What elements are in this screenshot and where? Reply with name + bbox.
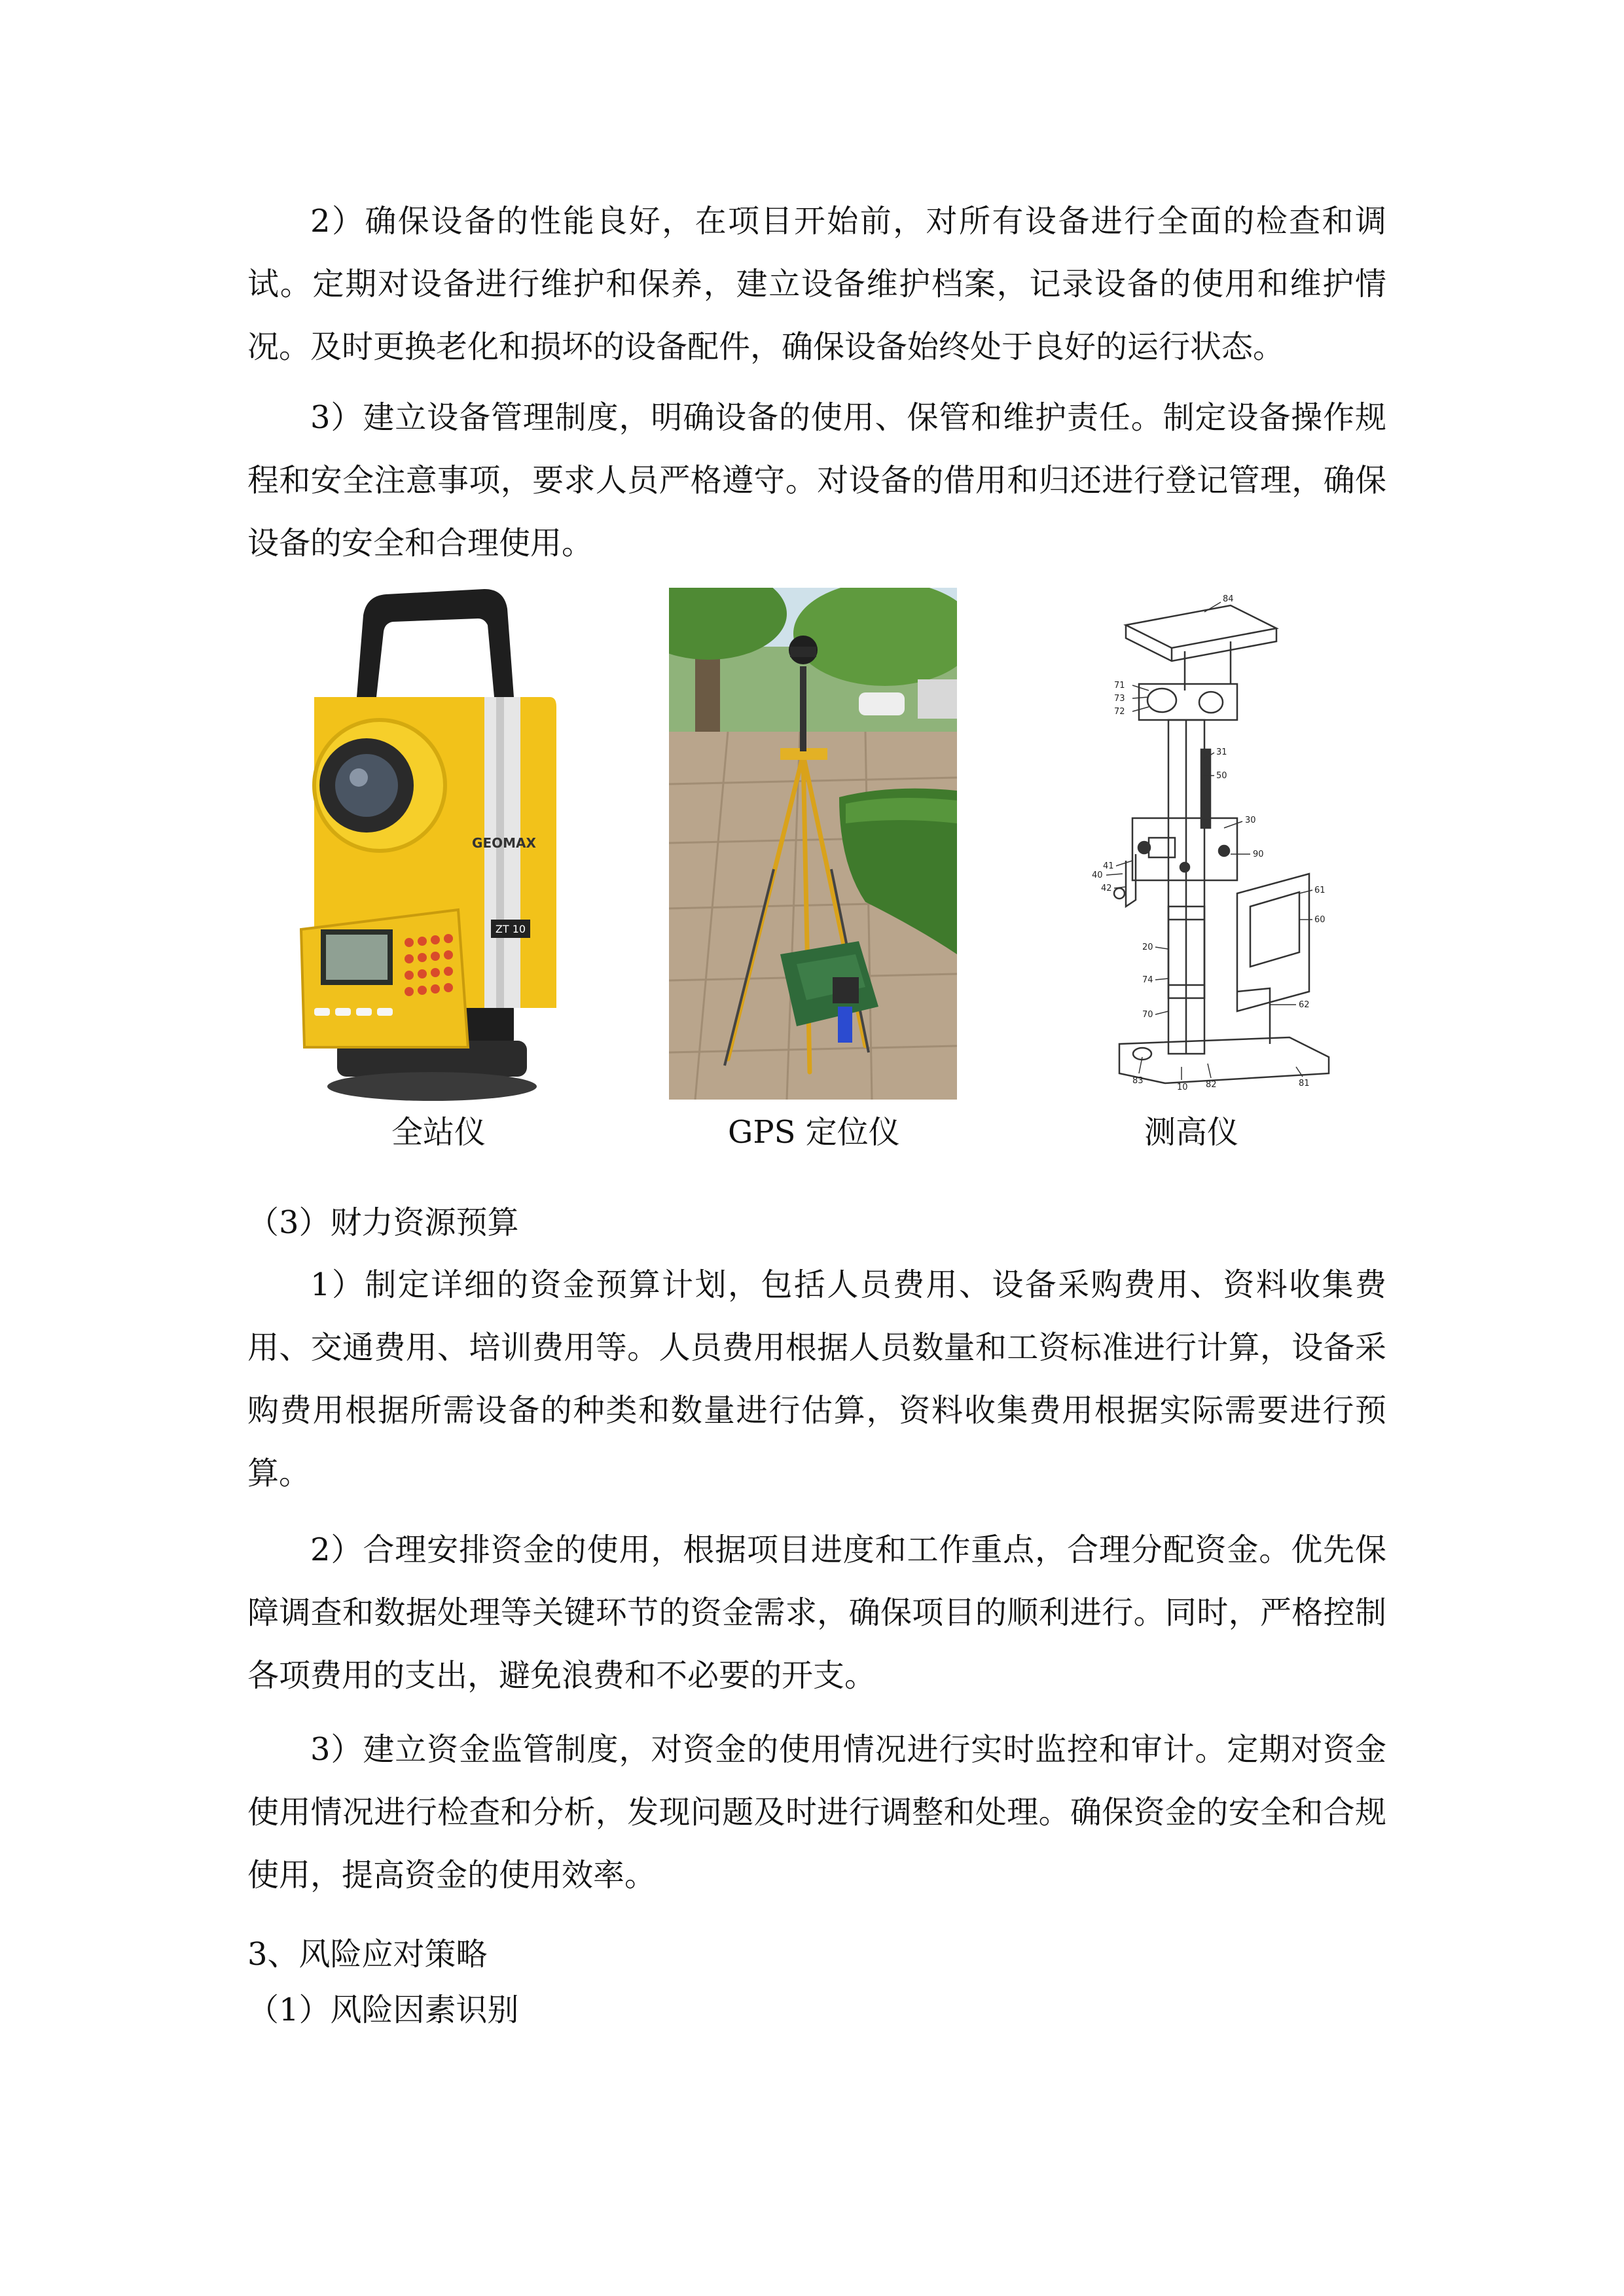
caption-total-station: 全站仪	[391, 1114, 486, 1151]
label-71: 71	[1114, 681, 1125, 691]
caption-height-gauge: 测高仪	[1144, 1114, 1238, 1151]
label-70: 70	[1142, 1010, 1153, 1020]
label-62: 62	[1299, 1000, 1310, 1010]
label-10: 10	[1177, 1083, 1188, 1092]
label-82: 82	[1206, 1080, 1217, 1090]
paragraph-fund-supervision: 3）建立资金监管制度，对资金的使用情况进行实时监控和审计。定期对资金使用情况进行检查和分析，发现问题及时进行调整和处理。确保资金的安全和合规使用，提高资金的使用效率。	[247, 1731, 1386, 1893]
subsection-heading-risk-identification: （1）风险因素识别	[247, 1992, 519, 2028]
label-83: 83	[1132, 1076, 1144, 1086]
paragraph-equipment-maintenance: 2）确保设备的性能良好，在项目开始前，对所有设备进行全面的检查和调试。定期对设备进行维护和保养，建立设备维护档案，记录设备的使用和维护情况。及时更换老化和损坏的设备配件，确保设备始终处于良好的运行状态。	[247, 203, 1386, 365]
total-station-image	[288, 589, 576, 1106]
label-90: 90	[1253, 850, 1264, 859]
height-gauge-drawing	[1034, 586, 1348, 1103]
label-20: 20	[1142, 942, 1153, 952]
label-41: 41	[1103, 861, 1114, 871]
caption-gps: GPS 定位仪	[728, 1114, 900, 1151]
label-60: 60	[1314, 915, 1326, 925]
label-61: 61	[1314, 886, 1326, 895]
label-81: 81	[1299, 1079, 1310, 1088]
paragraph-budget-plan: 1）制定详细的资金预算计划，包括人员费用、设备采购费用、资料收集费用、交通费用、培训费用等。人员费用根据人员数量和工资标准进行计算，设备采购费用根据所需设备的种类和数量进行估算，资料收集费用根据实际需要进行预算。	[247, 1266, 1386, 1492]
brand-label: GEOMAX	[472, 835, 536, 851]
gps-receiver-photo	[669, 588, 957, 1100]
label-73: 73	[1114, 694, 1125, 704]
label-31: 31	[1216, 747, 1227, 757]
label-40: 40	[1092, 870, 1103, 880]
paragraph-equipment-management: 3）建立设备管理制度，明确设备的使用、保管和维护责任。制定设备操作规程和安全注意事项，要求人员严格遵守。对设备的借用和归还进行登记管理，确保设备的安全和合理使用。	[247, 399, 1386, 562]
paragraph-fund-allocation: 2）合理安排资金的使用，根据项目进度和工作重点，合理分配资金。优先保障调查和数据处理等关键环节的资金需求，确保项目的顺利进行。同时，严格控制各项费用的支出，避免浪费和不必要的开支。	[247, 1532, 1386, 1694]
label-42: 42	[1101, 884, 1112, 893]
section-heading-risk-strategy: 3、风险应对策略	[247, 1936, 488, 1973]
label-30: 30	[1245, 816, 1256, 825]
section-heading-financial-budget: （3）财力资源预算	[247, 1204, 519, 1241]
model-label: ZT 10	[495, 923, 526, 935]
label-50: 50	[1216, 771, 1227, 781]
label-74: 74	[1142, 975, 1153, 985]
label-84: 84	[1223, 594, 1234, 604]
label-72: 72	[1114, 707, 1125, 717]
